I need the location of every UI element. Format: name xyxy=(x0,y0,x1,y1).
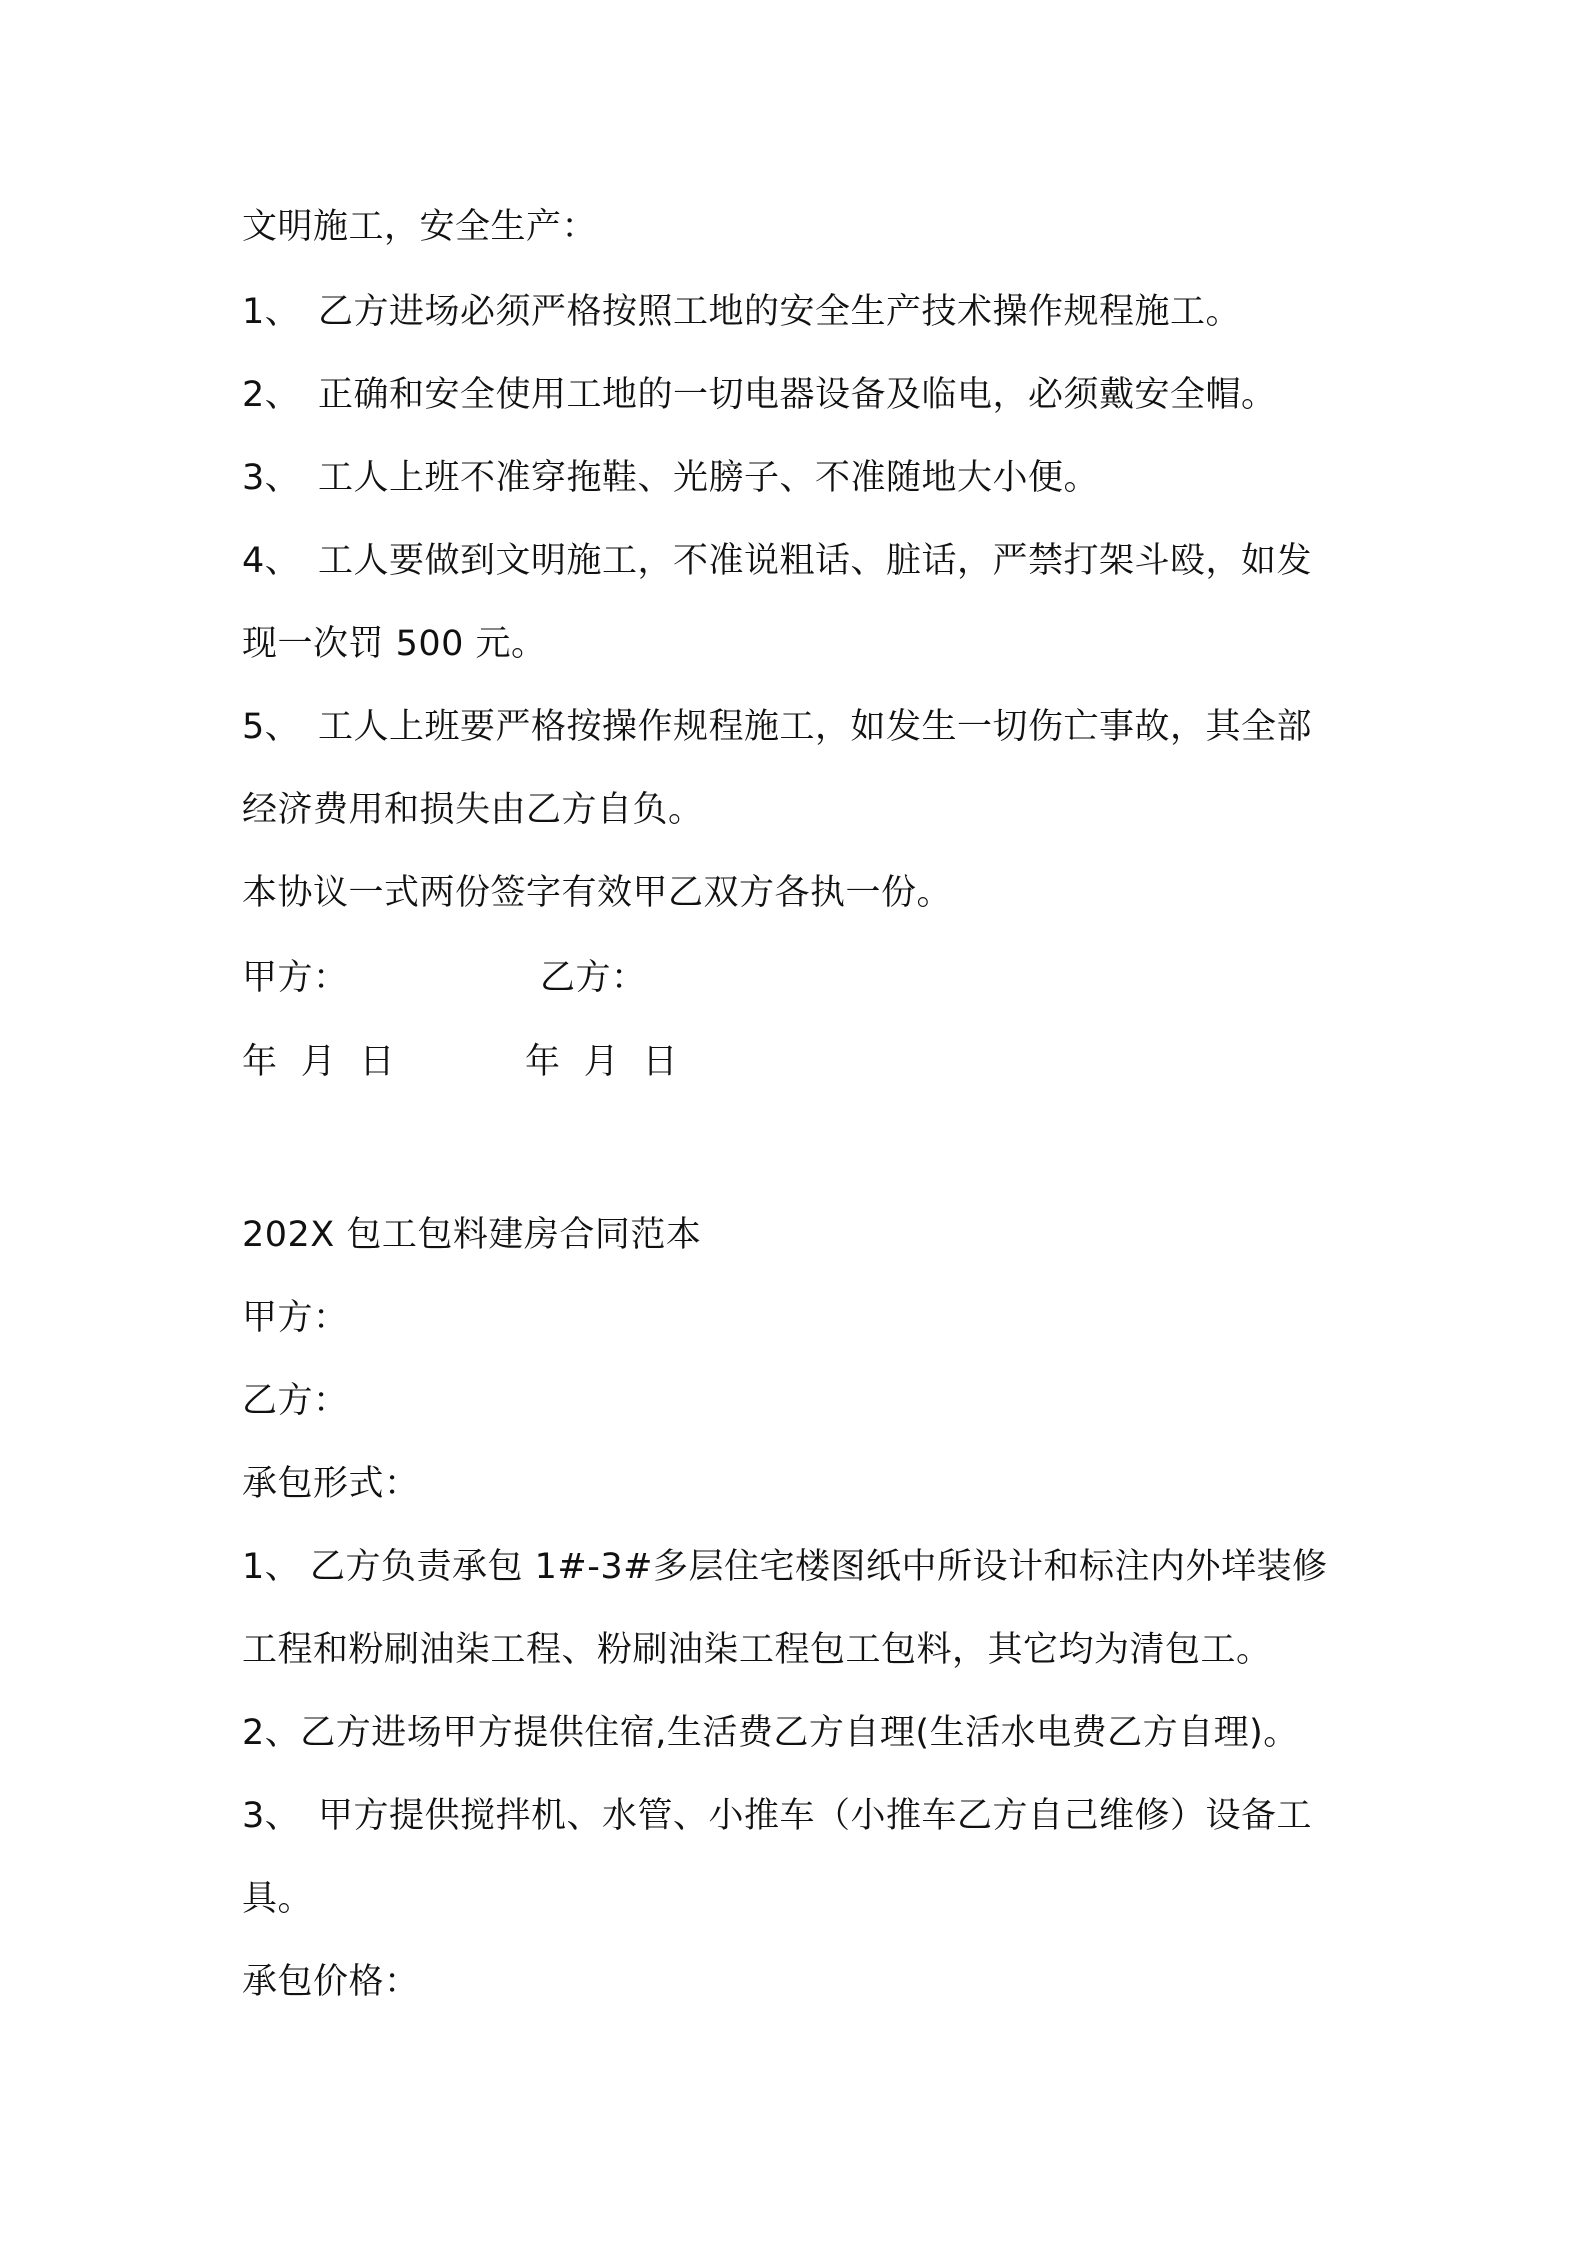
item-text: 甲方提供搅拌机、水管、小推车（小推车乙方自己维修）设备工 xyxy=(318,1796,1313,1836)
contract-party-b: 乙方： xyxy=(242,1381,349,1421)
contract-title: 202X 包工包料建房合同范本 xyxy=(242,1215,702,1255)
item-text: 正确和安全使用工地的一切电器设备及临电，必须戴安全帽。 xyxy=(318,375,1277,415)
section2-item-1 xyxy=(242,1545,1327,1589)
signature-party-a: 甲方： xyxy=(242,958,349,998)
section2-item-2 xyxy=(242,1711,1299,1755)
signature-party-b: 乙方： xyxy=(540,958,647,998)
item-number: 1、 xyxy=(242,292,301,332)
item-text: 工人要做到文明施工，不准说粗话、脏话，严禁打架斗殴，如发 xyxy=(318,541,1313,581)
section1-item-3 xyxy=(242,456,1099,500)
item-number: 3、 xyxy=(242,1796,301,1836)
contract-price-heading: 承包价格： xyxy=(242,1962,420,2002)
signature-date-a: 年 月 日 xyxy=(242,1042,396,1082)
signature-date-b: 年 月 日 xyxy=(525,1042,679,1082)
section1-item-4 xyxy=(242,539,1312,583)
section2-item-3 xyxy=(242,1794,1312,1838)
item-text: 工人上班不准穿拖鞋、光膀子、不准随地大小便。 xyxy=(318,458,1100,498)
section2-item-1-continued: 工程和粉刷油柒工程、粉刷油柒工程包工包料，其它均为清包工。 xyxy=(242,1630,1272,1670)
contract-party-a: 甲方： xyxy=(242,1298,349,1338)
section1-item-4-continued: 现一次罚 500 元。 xyxy=(242,624,547,664)
item-number: 2、 xyxy=(242,1713,301,1753)
item-text: 工人上班要严格按操作规程施工，如发生一切伤亡事故，其全部 xyxy=(318,707,1313,747)
item-text: 乙方进场必须严格按照工地的安全生产技术操作规程施工。 xyxy=(318,292,1242,332)
item-number: 1、 xyxy=(242,1547,301,1587)
item-number: 5、 xyxy=(242,707,301,747)
section1-item-5-continued: 经济费用和损失由乙方自负。 xyxy=(242,790,704,830)
section1-heading: 文明施工，安全生产： xyxy=(242,207,598,247)
section2-item-3-continued: 具。 xyxy=(242,1879,314,1919)
section1-item-1 xyxy=(242,290,1241,334)
item-number: 2、 xyxy=(242,375,301,415)
section1-item-2 xyxy=(242,373,1277,417)
section1-item-5 xyxy=(242,705,1312,749)
item-number: 3、 xyxy=(242,458,301,498)
contract-form-heading: 承包形式： xyxy=(242,1464,420,1504)
agreement-closing: 本协议一式两份签字有效甲乙双方各执一份。 xyxy=(242,873,953,913)
item-number: 4、 xyxy=(242,541,301,581)
item-text: 乙方进场甲方提供住宿,生活费乙方自理(生活水电费乙方自理)。 xyxy=(300,1713,1299,1753)
item-text: 乙方负责承包 1#-3#多层住宅楼图纸中所设计和标注内外垟装修 xyxy=(310,1547,1328,1587)
